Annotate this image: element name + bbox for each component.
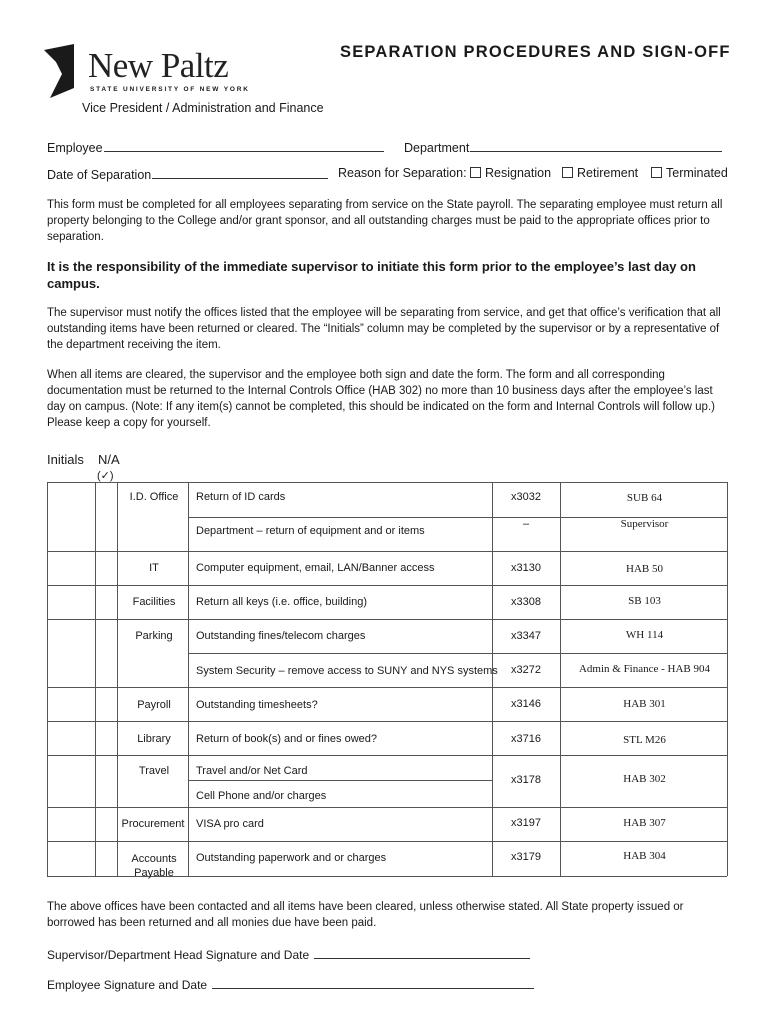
office-cell: IT — [149, 562, 159, 574]
location-cell: Admin & Finance - HAB 904 — [578, 663, 711, 675]
table-border — [47, 619, 727, 620]
table-border — [727, 482, 728, 876]
department-field[interactable] — [404, 139, 722, 155]
page-title: SEPARATION PROCEDURES AND SIGN-OFF — [340, 43, 731, 61]
separation-date-input-line[interactable] — [152, 166, 328, 179]
closing-statement: The above offices have been contacted and all items have been cleared, unless otherwise stated. All State property issued or borrowed has been returned and all monies due have been paid. — [47, 901, 684, 929]
office-name: Vice President / Administration and Finance — [82, 101, 324, 115]
location-cell: HAB 302 — [623, 773, 666, 785]
extension-cell: x3130 — [511, 562, 541, 574]
reason-terminated[interactable] — [651, 166, 728, 180]
table-border — [47, 807, 727, 808]
brand-subtitle: STATE UNIVERSITY OF NEW YORK — [90, 86, 250, 93]
location-cell: SUB 64 — [626, 492, 663, 504]
retirement-label: Retirement — [577, 166, 639, 180]
employee-signature-line[interactable] — [212, 976, 534, 989]
table-border — [560, 482, 561, 876]
clearance-table — [47, 482, 727, 879]
item-cell: Return of book(s) and or fines owed? — [196, 733, 377, 745]
extension-cell: x3347 — [511, 630, 541, 642]
initials-header: Initials — [47, 452, 84, 467]
check-header: (✓) — [97, 470, 114, 482]
location-cell: STL M26 — [623, 734, 666, 746]
responsibility-heading: It is the responsibility of the immediate supervisor to initiate this form prior to the employee’s last day on campus. — [47, 259, 696, 291]
location-cell: HAB 307 — [623, 817, 666, 829]
employee-signature-label: Employee Signature and Date — [47, 978, 208, 992]
table-border — [47, 585, 727, 586]
table-border — [188, 653, 727, 654]
supervisor-signature-label: Supervisor/Department Head Signature and Date — [47, 948, 310, 962]
location-cell: HAB 304 — [623, 850, 666, 862]
location-cell: HAB 50 — [626, 563, 663, 575]
supervisor-note: The supervisor must notify the offices listed that the employee will be separating from service, and get that office’s verification that all outstanding items have been returned or cleared. The “Initials” column may be completed by the supervisor or by a representative of the department receiving the item. — [47, 307, 721, 351]
employee-signature-field[interactable] — [47, 976, 534, 992]
office-cell: Library — [137, 733, 171, 745]
separation-date-label: Date of Separation — [47, 168, 152, 182]
item-cell: System Security – remove access to SUNY and NYS systems — [196, 665, 498, 677]
table-border — [188, 780, 492, 781]
employee-field[interactable] — [47, 139, 384, 155]
extension-cell: x3178 — [511, 774, 541, 786]
table-border — [47, 721, 727, 722]
employee-input-line[interactable] — [104, 139, 384, 152]
table-border — [188, 482, 189, 876]
extension-cell: x3179 — [511, 851, 541, 863]
table-border — [47, 755, 727, 756]
item-cell: Return of ID cards — [196, 491, 286, 503]
terminated-checkbox[interactable] — [651, 167, 662, 178]
item-cell: Return all keys (i.e. office, building) — [196, 596, 367, 608]
extension-cell: x3146 — [511, 698, 541, 710]
resignation-checkbox[interactable] — [470, 167, 481, 178]
office-cell: Travel — [138, 765, 170, 777]
table-border — [47, 551, 727, 552]
table-border — [117, 482, 118, 876]
location-cell: WH 114 — [625, 629, 664, 641]
cleared-note: When all items are cleared, the supervisor and the employee both sign and date the form. The form and all corresponding documentation must be returned to the Internal Controls Office (HAB 302) no more than 10 business days after the employee’s last day on campus. (Note: If any item(s) cannot be completed, this should be indicated on the form and Internal Controls will follow up.) Please keep a copy for yourself. — [47, 369, 715, 429]
supervisor-signature-field[interactable] — [47, 946, 530, 962]
separation-date-field[interactable] — [47, 166, 328, 182]
reason-label: Reason for Separation: — [338, 166, 467, 180]
item-cell: VISA pro card — [196, 818, 264, 830]
extension-cell: – — [522, 518, 530, 530]
office-cell: Procurement — [121, 818, 185, 830]
table-border — [47, 482, 48, 876]
location-cell: Supervisor — [620, 518, 669, 530]
extension-cell: x3716 — [511, 733, 541, 745]
office-cell: Parking — [135, 630, 173, 642]
extension-cell: x3032 — [511, 491, 541, 503]
reason-retirement[interactable] — [562, 166, 638, 180]
item-cell: Outstanding timesheets? — [196, 699, 318, 711]
resignation-label: Resignation — [485, 166, 552, 180]
extension-cell: x3197 — [511, 817, 541, 829]
location-cell: SB 103 — [628, 595, 661, 607]
intro-paragraph: This form must be completed for all employees separating from service on the State payroll. The separating employee must return all property belonging to the College and/or grant sponsor, and all outstanding charges must be paid to the appropriate offices prior to separation. — [47, 199, 723, 243]
item-cell: Department – return of equipment and or items — [196, 525, 425, 537]
item-cell: Computer equipment, email, LAN/Banner access — [196, 562, 435, 574]
office-cell: I.D. Office — [129, 491, 179, 503]
table-border — [95, 482, 96, 876]
terminated-label: Terminated — [666, 166, 728, 180]
brand-name: New Paltz — [88, 46, 229, 85]
extension-cell: x3272 — [511, 664, 541, 676]
item-cell: Outstanding fines/telecom charges — [196, 630, 366, 642]
employee-label: Employee — [47, 141, 103, 155]
table-border — [47, 687, 727, 688]
item-cell: Outstanding paperwork and or charges — [196, 852, 387, 864]
item-cell: Cell Phone and/or charges — [196, 790, 327, 802]
department-input-line[interactable] — [470, 139, 722, 152]
reason-resignation[interactable] — [470, 166, 551, 180]
office-cell: Facilities — [132, 596, 176, 608]
table-border — [47, 482, 727, 483]
retirement-checkbox[interactable] — [562, 167, 573, 178]
table-border — [47, 841, 727, 842]
office-cell: Accounts Payable — [131, 853, 177, 879]
location-cell: HAB 301 — [623, 698, 666, 710]
supervisor-signature-line[interactable] — [314, 946, 530, 959]
item-cell: Travel and/or Net Card — [196, 765, 308, 777]
extension-cell: x3308 — [511, 596, 541, 608]
new-paltz-logo-mark — [44, 44, 80, 103]
na-header: N/A — [98, 452, 120, 467]
department-label: Department — [404, 141, 470, 155]
office-cell: Payroll — [137, 699, 171, 711]
